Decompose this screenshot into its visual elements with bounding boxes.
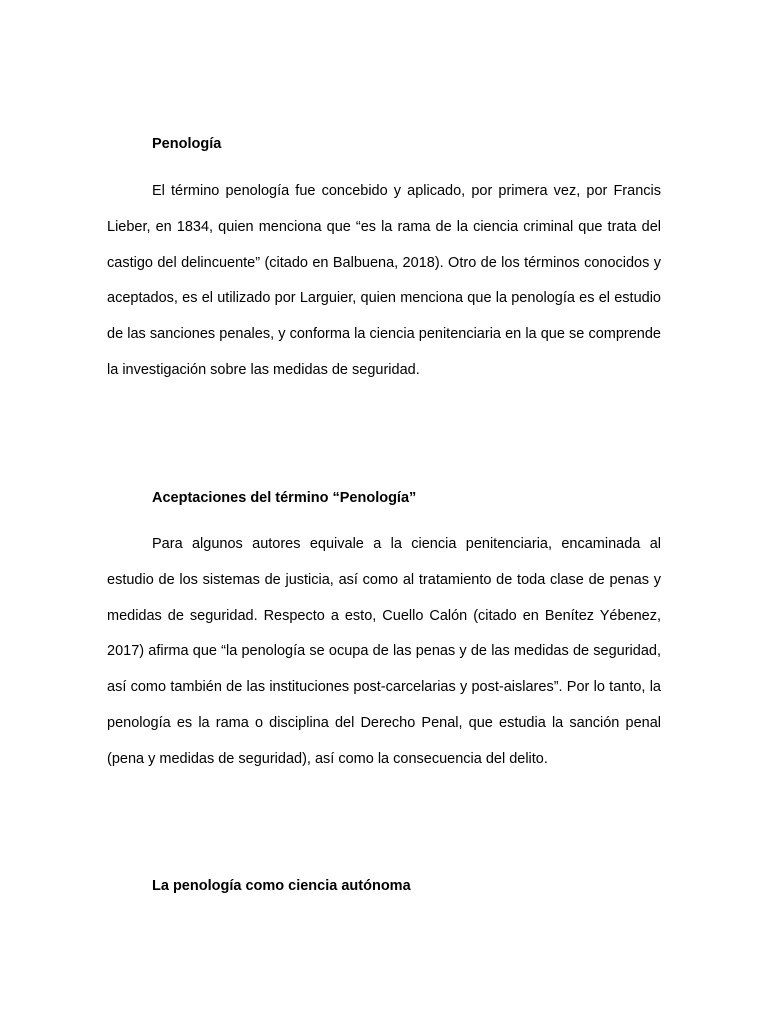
section-paragraph-penologia: El término penología fue concebido y aplicado, por primera vez, por Francis Lieber, en 1834, quien menciona que “es la rama de la ciencia criminal que trata del castigo del delincuente” (citado en Balbuena, 2018). Otro de los términos conocidos y aceptados, es el utilizado por Larguier, quien menciona que la penología es el estudio de las sanciones penales, y conforma la ciencia penitenciaria en la que se comprende la investigación sobre las medidas de seguridad. (107, 183, 661, 378)
section-paragraph-aceptaciones: Para algunos autores equivale a la ciencia penitenciaria, encaminada al estudio de los sistemas de justicia, así como al tratamiento de toda clase de penas y medidas de seguridad. Respecto a esto, Cuello Calón (citado en Benítez Yébenez, 2017) afirma que “la penología se ocupa de las penas y de las medidas de seguridad, así como también de las instituciones post-carcelarias y post-aislares”. Por lo tanto, la penología es la rama o disciplina del Derecho Penal, que estudia la sanción penal (pena y medidas de seguridad), así como la consecuencia del delito. (107, 536, 661, 767)
section-heading-ciencia-autonoma: La penología como ciencia autónoma (152, 878, 411, 894)
section-heading-penologia: Penología (152, 136, 222, 152)
section-heading-aceptaciones: Aceptaciones del término “Penología” (152, 490, 417, 506)
